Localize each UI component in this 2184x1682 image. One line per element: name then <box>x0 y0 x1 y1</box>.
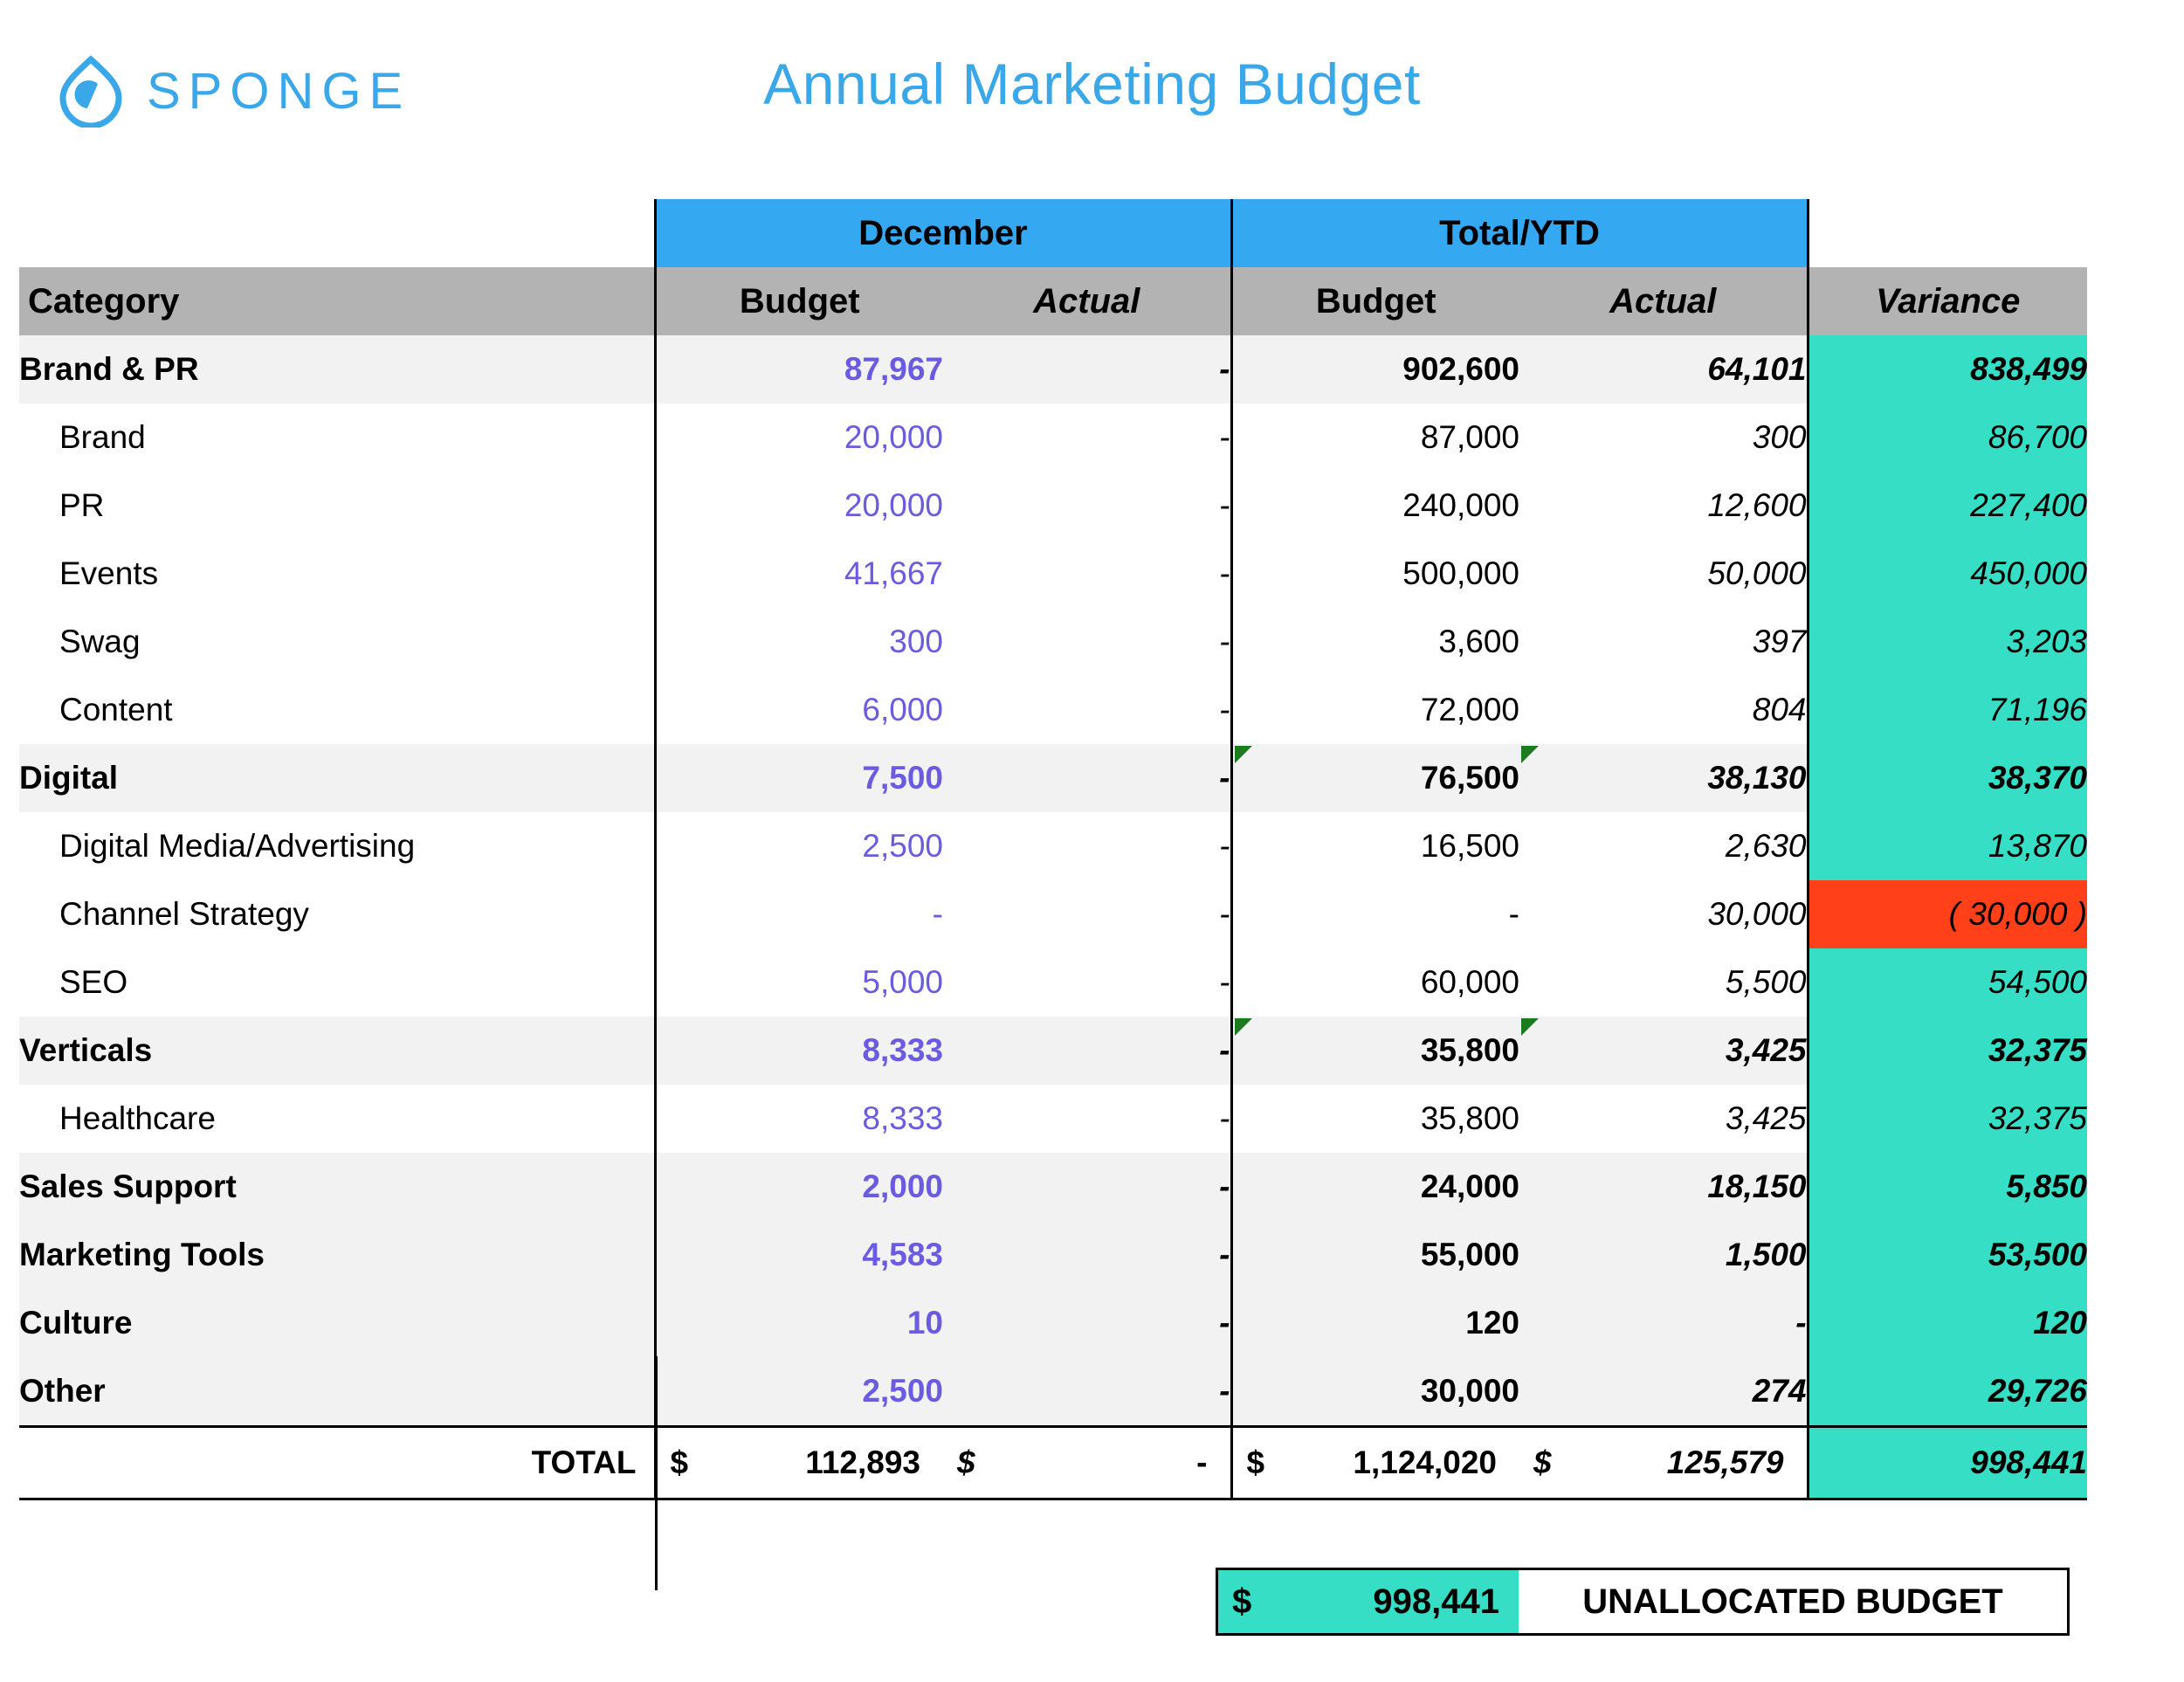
row-ytd-actual: 3,425 <box>1519 1085 1808 1153</box>
table-row <box>19 676 2087 744</box>
total-dec-actual-value: - <box>1196 1444 1208 1480</box>
row-ytd-budget: 3,600 <box>1231 608 1519 676</box>
row-ytd-actual: 5,500 <box>1519 948 1808 1017</box>
row-ytd-budget: 30,000 <box>1231 1357 1519 1427</box>
row-variance: 32,375 <box>1808 1017 2087 1085</box>
row-dec-actual: - <box>943 948 1231 1017</box>
row-dec-actual: - <box>943 676 1231 744</box>
row-dec-actual: - <box>943 812 1231 880</box>
category-column-rule <box>655 1356 658 1590</box>
column-header-dec-budget: Budget <box>655 267 943 335</box>
table-row <box>19 1357 2087 1427</box>
column-header-ytd-actual: Actual <box>1519 267 1808 335</box>
row-ytd-budget: 16,500 <box>1231 812 1519 880</box>
row-category: Digital <box>19 744 655 812</box>
table-row <box>19 880 2087 948</box>
row-dec-budget: 5,000 <box>655 948 943 1017</box>
row-dec-actual: - <box>943 1153 1231 1221</box>
row-dec-budget: 8,333 <box>655 1085 943 1153</box>
row-variance: ( 30,000 ) <box>1808 880 2087 948</box>
row-dec-budget: 7,500 <box>655 744 943 812</box>
total-variance: 998,441 <box>1808 1427 2087 1499</box>
row-ytd-actual: 12,600 <box>1519 472 1808 540</box>
total-dec-budget-currency: $ <box>670 1444 689 1480</box>
row-variance: 38,370 <box>1808 744 2087 812</box>
row-variance: 5,850 <box>1808 1153 2087 1221</box>
total-row <box>19 1427 2087 1499</box>
column-header-row <box>19 267 2087 335</box>
row-ytd-actual: 397 <box>1519 608 1808 676</box>
table-row <box>19 948 2087 1017</box>
row-dec-actual: - <box>943 1017 1231 1085</box>
row-dec-budget: 2,500 <box>655 1357 943 1427</box>
row-variance: 29,726 <box>1808 1357 2087 1427</box>
row-ytd-actual: 300 <box>1519 403 1808 472</box>
total-label: TOTAL <box>19 1427 655 1499</box>
row-dec-actual: - <box>943 1289 1231 1357</box>
unallocated-label: UNALLOCATED BUDGET <box>1582 1582 2003 1621</box>
row-category: PR <box>19 472 655 540</box>
unallocated-currency: $ <box>1232 1582 1252 1621</box>
row-ytd-actual: 3,425 <box>1519 1017 1808 1085</box>
row-dec-actual: - <box>943 880 1231 948</box>
row-variance: 86,700 <box>1808 403 2087 472</box>
group-header-variance-spacer <box>1808 199 2087 267</box>
row-category: Brand & PR <box>19 335 655 403</box>
row-category: Verticals <box>19 1017 655 1085</box>
row-variance: 3,203 <box>1808 608 2087 676</box>
row-variance: 32,375 <box>1808 1085 2087 1153</box>
comment-flag-icon <box>1521 1018 1539 1036</box>
row-ytd-budget: 500,000 <box>1231 540 1519 608</box>
row-variance: 54,500 <box>1808 948 2087 1017</box>
total-ytd-actual <box>1519 1427 1808 1499</box>
row-dec-actual: - <box>943 744 1231 812</box>
unallocated-amount-cell <box>1218 1570 1519 1633</box>
row-category: Sales Support <box>19 1153 655 1221</box>
comment-flag-icon <box>1235 746 1252 763</box>
row-category: Digital Media/Advertising <box>19 812 655 880</box>
row-ytd-actual: 1,500 <box>1519 1221 1808 1289</box>
row-dec-budget: 2,500 <box>655 812 943 880</box>
row-ytd-budget: 35,800 <box>1231 1085 1519 1153</box>
budget-rows <box>19 335 2087 1427</box>
unallocated-budget-box <box>1216 1568 2070 1636</box>
row-ytd-budget: 60,000 <box>1231 948 1519 1017</box>
row-ytd-budget: 72,000 <box>1231 676 1519 744</box>
table-row <box>19 1289 2087 1357</box>
row-category: Culture <box>19 1289 655 1357</box>
row-variance: 71,196 <box>1808 676 2087 744</box>
table-row <box>19 540 2087 608</box>
total-ytd-budget-value: 1,124,020 <box>1353 1444 1497 1480</box>
row-variance: 120 <box>1808 1289 2087 1357</box>
row-dec-actual: - <box>943 472 1231 540</box>
table-row <box>19 608 2087 676</box>
row-dec-actual: - <box>943 1085 1231 1153</box>
total-ytd-budget <box>1231 1427 1519 1499</box>
column-header-category: Category <box>19 267 655 335</box>
row-ytd-budget: 35,800 <box>1231 1017 1519 1085</box>
row-ytd-budget: - <box>1231 880 1519 948</box>
row-dec-budget: - <box>655 880 943 948</box>
table-row <box>19 403 2087 472</box>
row-ytd-budget: 902,600 <box>1231 335 1519 403</box>
table-row <box>19 335 2087 403</box>
row-ytd-actual: 64,101 <box>1519 335 1808 403</box>
row-dec-budget: 87,967 <box>655 335 943 403</box>
total-dec-budget <box>655 1427 943 1499</box>
total-ytd-actual-currency: $ <box>1533 1444 1552 1480</box>
group-header-spacer <box>19 199 655 267</box>
group-header-row <box>19 199 2087 267</box>
row-category: Events <box>19 540 655 608</box>
row-dec-actual: - <box>943 1221 1231 1289</box>
page-header <box>0 0 2184 179</box>
row-dec-budget: 8,333 <box>655 1017 943 1085</box>
total-dec-actual-currency: $ <box>957 1444 975 1480</box>
row-category: SEO <box>19 948 655 1017</box>
row-ytd-actual: 30,000 <box>1519 880 1808 948</box>
row-dec-budget: 10 <box>655 1289 943 1357</box>
row-ytd-budget: 87,000 <box>1231 403 1519 472</box>
row-ytd-actual: 804 <box>1519 676 1808 744</box>
row-dec-budget: 4,583 <box>655 1221 943 1289</box>
row-variance: 450,000 <box>1808 540 2087 608</box>
row-ytd-actual: 18,150 <box>1519 1153 1808 1221</box>
total-dec-actual <box>943 1427 1231 1499</box>
table-row <box>19 472 2087 540</box>
row-category: Content <box>19 676 655 744</box>
row-ytd-actual: 38,130 <box>1519 744 1808 812</box>
group-header-december: December <box>655 199 1231 267</box>
table-row <box>19 1017 2087 1085</box>
row-dec-budget: 20,000 <box>655 472 943 540</box>
unallocated-amount: 998,441 <box>1373 1582 1499 1621</box>
row-ytd-actual: 50,000 <box>1519 540 1808 608</box>
row-ytd-budget: 240,000 <box>1231 472 1519 540</box>
row-ytd-budget: 120 <box>1231 1289 1519 1357</box>
budget-total <box>19 1427 2087 1499</box>
row-category: Swag <box>19 608 655 676</box>
row-dec-budget: 6,000 <box>655 676 943 744</box>
table-row <box>19 1085 2087 1153</box>
row-dec-budget: 2,000 <box>655 1153 943 1221</box>
page-title: Annual Marketing Budget <box>763 52 1421 116</box>
column-header-ytd-budget: Budget <box>1231 267 1519 335</box>
row-ytd-budget: 55,000 <box>1231 1221 1519 1289</box>
row-category: Brand <box>19 403 655 472</box>
row-ytd-budget: 24,000 <box>1231 1153 1519 1221</box>
row-dec-actual: - <box>943 335 1231 403</box>
row-variance: 227,400 <box>1808 472 2087 540</box>
row-ytd-budget: 76,500 <box>1231 744 1519 812</box>
row-dec-actual: - <box>943 608 1231 676</box>
budget-sheet <box>19 199 2132 1500</box>
row-variance: 13,870 <box>1808 812 2087 880</box>
total-ytd-actual-value: 125,579 <box>1666 1444 1784 1480</box>
row-variance: 838,499 <box>1808 335 2087 403</box>
brand-name: SPONGE <box>147 62 411 120</box>
row-dec-budget: 20,000 <box>655 403 943 472</box>
budget-table-body <box>19 199 2087 335</box>
table-row <box>19 744 2087 812</box>
row-category: Channel Strategy <box>19 880 655 948</box>
row-ytd-actual: 2,630 <box>1519 812 1808 880</box>
row-variance: 53,500 <box>1808 1221 2087 1289</box>
comment-flag-icon <box>1521 746 1539 763</box>
row-category: Marketing Tools <box>19 1221 655 1289</box>
budget-table <box>19 199 2087 1500</box>
total-ytd-budget-currency: $ <box>1246 1444 1265 1480</box>
row-dec-actual: - <box>943 403 1231 472</box>
column-header-dec-actual: Actual <box>943 267 1231 335</box>
row-dec-actual: - <box>943 540 1231 608</box>
row-category: Healthcare <box>19 1085 655 1153</box>
row-ytd-actual: - <box>1519 1289 1808 1357</box>
table-row <box>19 812 2087 880</box>
table-row <box>19 1153 2087 1221</box>
row-category: Other <box>19 1357 655 1427</box>
group-header-total-ytd: Total/YTD <box>1231 199 1808 267</box>
row-dec-budget: 41,667 <box>655 540 943 608</box>
row-ytd-actual: 274 <box>1519 1357 1808 1427</box>
row-dec-budget: 300 <box>655 608 943 676</box>
column-header-variance: Variance <box>1808 267 2087 335</box>
row-dec-actual: - <box>943 1357 1231 1427</box>
total-dec-budget-value: 112,893 <box>805 1444 920 1480</box>
comment-flag-icon <box>1235 1018 1252 1036</box>
table-row <box>19 1221 2087 1289</box>
